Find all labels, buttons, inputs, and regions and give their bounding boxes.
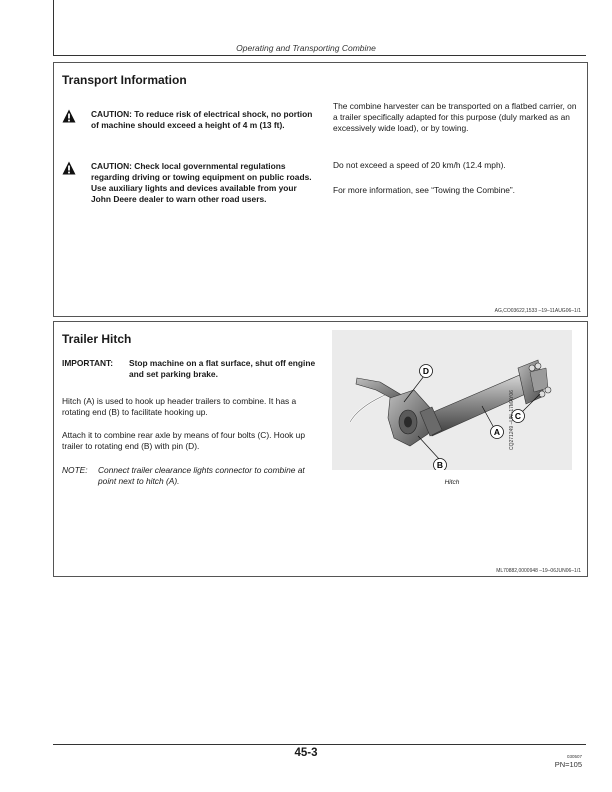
- transport-information-section: [53, 62, 588, 317]
- transport-title: Transport Information: [62, 73, 187, 87]
- footer-code: 030507: [566, 754, 582, 759]
- hitch-illustration: [332, 330, 572, 470]
- caution-regulations-text: CAUTION: Check local governmental regulations regarding driving or towing equipment on public roads. Use auxiliary lights and devices available from your John Deere dealer to warn other road users.: [91, 161, 312, 204]
- transport-paragraph-carrier: The combine harvester can be transported on a flatbed carrier, on a trailer specifically adapted for this purpose (duly marked as an excessively wide load), or by towing.: [333, 101, 577, 133]
- callout-b-label: B: [436, 460, 444, 470]
- warning-triangle-icon: [62, 109, 76, 123]
- caution-electrical-text: CAUTION: To reduce risk of electrical shock, no portion of machine should exceed a height of 4 m (13 ft).: [91, 109, 313, 130]
- page-number: 45-3: [294, 747, 318, 759]
- running-header: Operating and Transporting Combine: [236, 43, 376, 53]
- hitch-figure: [332, 330, 572, 470]
- note-text: Connect trailer clearance lights connector to combine at point next to hitch (A).: [98, 465, 305, 486]
- hitch-reference-code: ML70882,0000948 –19–06JUN06–1/1: [496, 568, 581, 574]
- warning-triangle-icon: [62, 161, 76, 175]
- trailer-hitch-section: [53, 321, 588, 577]
- callout-a: [491, 426, 504, 439]
- figure-caption: Hitch: [444, 479, 460, 486]
- transport-paragraph-speed: Do not exceed a speed of 20 km/h (12.4 mph).: [333, 160, 506, 170]
- footer-pn: PN=105: [554, 760, 582, 769]
- important-text: Stop machine on a flat surface, shut off engine and set parking brake.: [129, 358, 316, 379]
- callout-b: [434, 459, 447, 471]
- transport-paragraph-towing: For more information, see “Towing the Combine”.: [333, 185, 515, 195]
- footer-rule: [53, 744, 586, 745]
- callout-d: [420, 365, 433, 378]
- hitch-title: Trailer Hitch: [62, 332, 132, 346]
- hitch-paragraph-purpose: Hitch (A) is used to hook up header trailers to combine. It has a rotating end (B) to facilitate hooking up.: [62, 396, 297, 417]
- note-label: NOTE:: [62, 465, 88, 475]
- header-rule: [53, 55, 586, 56]
- important-label: IMPORTANT:: [62, 358, 114, 368]
- callout-c-label: C: [514, 411, 522, 421]
- callout-a-label: A: [493, 427, 501, 437]
- callout-d-label: D: [422, 366, 430, 376]
- transport-reference-code: AG,CO03622,1533 –19–11AUG06–1/1: [494, 308, 581, 314]
- hitch-paragraph-attach: Attach it to combine rear axle by means of four bolts (C). Hook up trailer to rotating end (B) with pin (D).: [62, 430, 305, 451]
- figure-id: CQ271249 –UN–17MAY06: [509, 390, 515, 450]
